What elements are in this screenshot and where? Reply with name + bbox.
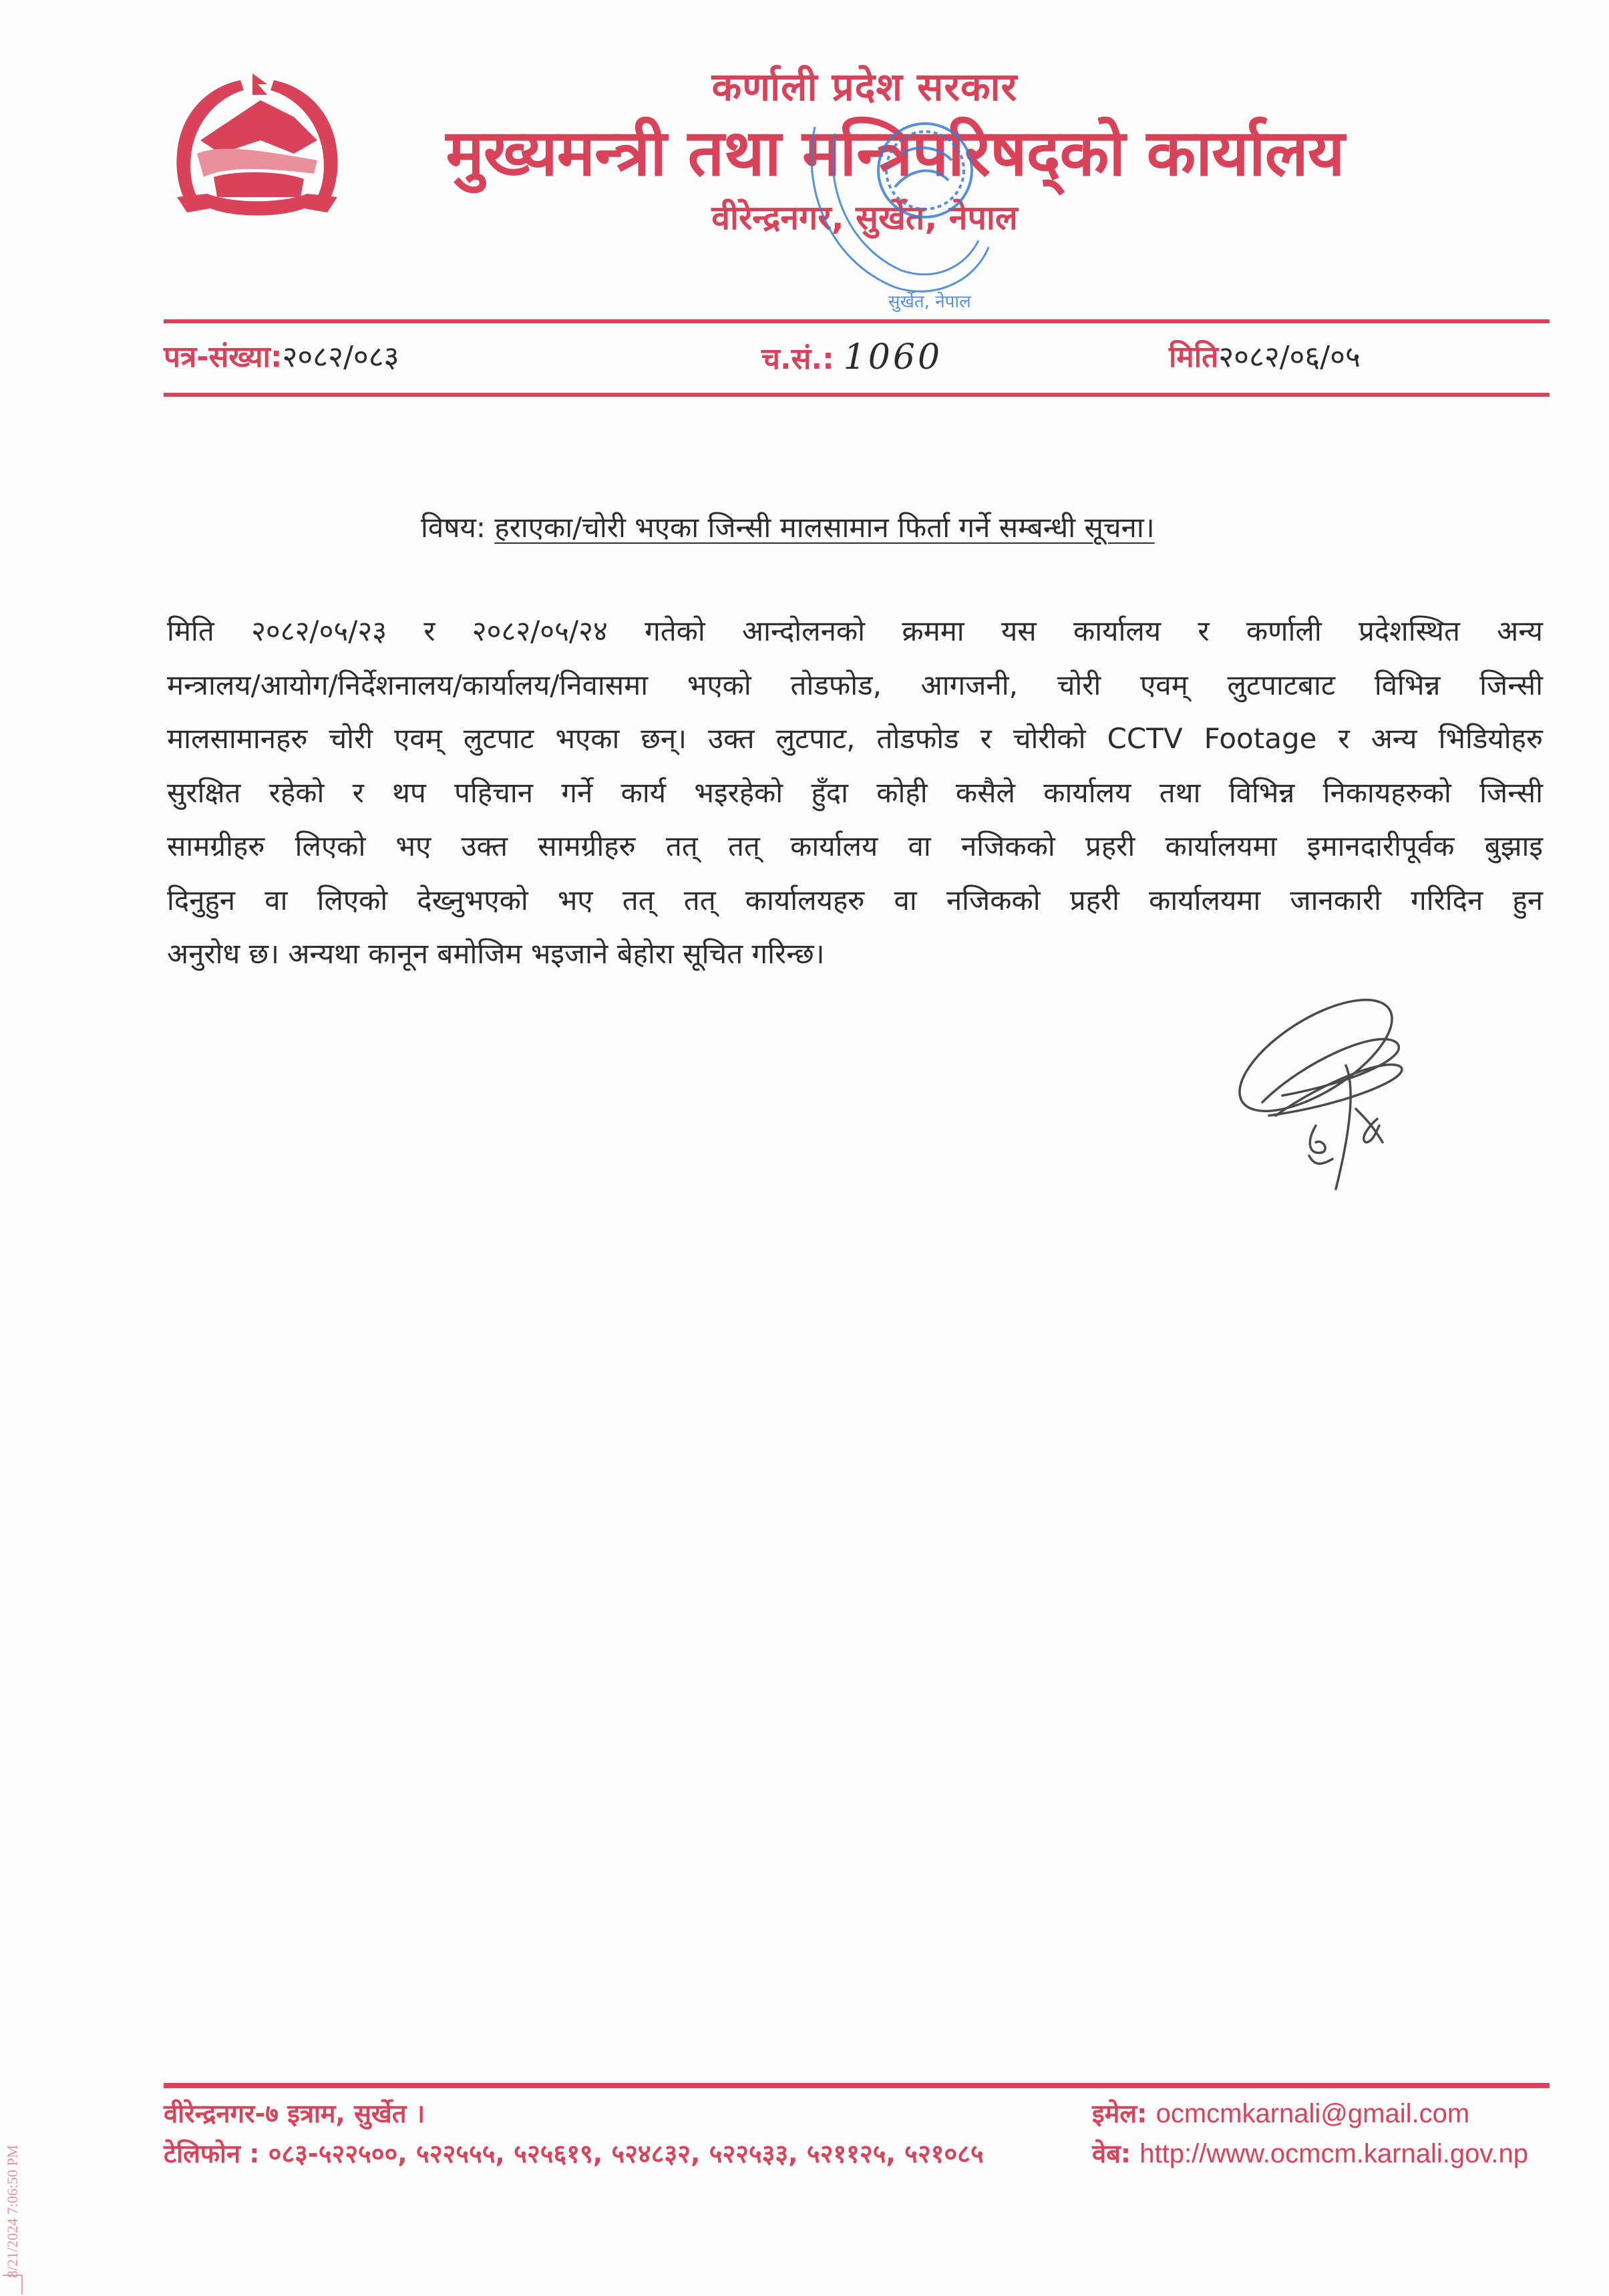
dispatch-number — [761, 334, 942, 381]
office-location: वीरेन्द्रनगर, सुर्खेत, नेपाल — [711, 198, 1018, 237]
body-line: मालसामानहरु चोरी एवम् लुटपाट भएका छन्। उक्त लुटपाट, तोडफोड र चोरीको CCTV Footage र अन्य भिडियोहरु — [167, 722, 1543, 755]
dispatch-number-value: 1060 — [843, 337, 943, 377]
letter-date — [1169, 334, 1361, 381]
letter-number-label: पत्र-संख्या: — [164, 340, 283, 374]
letter-number — [164, 334, 399, 381]
office-name: मुख्यमन्त्री तथा मन्त्रिपरिषद्को कार्यालय — [445, 116, 1345, 190]
government-name: कर्णाली प्रदेश सरकार — [711, 64, 1018, 110]
handwritten-signature-icon — [1222, 989, 1436, 1196]
header-rule-bottom — [164, 393, 1550, 397]
dispatch-number-label: च.सं.: — [761, 342, 834, 376]
notice-body — [167, 605, 1543, 981]
web-link[interactable]: http://www.ocmcm.karnali.gov.np — [1139, 2139, 1528, 2168]
email-label: इमेल: — [1092, 2099, 1147, 2128]
footer-phone — [164, 2134, 984, 2173]
subject-text: हराएका/चोरी भएका जिन्सी मालसामान फिर्ता गर्ने सम्बन्धी सूचना। — [494, 511, 1155, 544]
web-label: वेब: — [1092, 2139, 1131, 2168]
letter-number-value: २०८२/०८३ — [282, 340, 399, 374]
footer-address: वीरेन्द्रनगर-७ इत्राम, सुर्खेत । — [164, 2099, 425, 2128]
body-line: सामग्रीहरु लिएको भए उक्त सामग्रीहरु तत् तत् कार्यालय वा नजिकको प्रहरी कार्यालयमा इमानदारीपूर्वक बुझाइ — [167, 830, 1543, 862]
date-value: २०८२/०६/०५ — [1218, 340, 1361, 374]
date-label: मिति — [1169, 340, 1219, 374]
body-line: मिति २०८२/०५/२३ र २०८२/०५/२४ गतेको आन्दोलनको क्रममा यस कार्यालय र कर्णाली प्रदेशस्थित अन्य — [167, 615, 1543, 647]
subject-label: विषय: — [421, 511, 486, 544]
footer-email — [1092, 2094, 1469, 2133]
body-line: अनुरोध छ। अन्यथा कानून बमोजिम भइजाने बेहोरा सूचित गरिन्छ। — [167, 937, 825, 970]
header-rule-top — [164, 319, 1550, 323]
office-seal-stamp-icon — [788, 107, 1009, 327]
svg-text:सुर्खेत, नेपाल: सुर्खेत, नेपाल — [888, 292, 971, 312]
footer-web — [1092, 2134, 1528, 2173]
body-line: मन्त्रालय/आयोग/निर्देशनालय/कार्यालय/निवासमा भएको तोडफोड, आगजनी, चोरी एवम् लुटपाटबाट विभिन्न जिन्सी — [167, 668, 1543, 701]
phone-numbers: ०८३-५२२५००, ५२२५५५, ५२५६१९, ५२४८३२, ५२२५३३, ५२११२५, ५२१०८५ — [268, 2139, 984, 2168]
body-line: दिनुहुन वा लिएको देख्नुभएको भए तत् तत् कार्यालयहरु वा नजिकको प्रहरी कार्यालयमा जानकारी गरिदिन हुन — [167, 883, 1543, 917]
body-line: सुरक्षित रहेको र थप पहिचान गर्ने कार्य भइरहेको हुँदा कोही कसैले कार्यालय तथा विभिन्न निकायहरुको जिन्सी — [167, 776, 1543, 809]
scan-margin-mark — [3, 2275, 23, 2295]
scan-timestamp: 8/21/2024 7:06:50 PM — [4, 2144, 21, 2278]
footer-rule — [164, 2083, 1550, 2088]
email-link[interactable]: ocmcmkarnali@gmail.com — [1155, 2099, 1470, 2128]
subject-line — [421, 504, 1155, 551]
phone-label: टेलिफोन : — [164, 2139, 260, 2168]
